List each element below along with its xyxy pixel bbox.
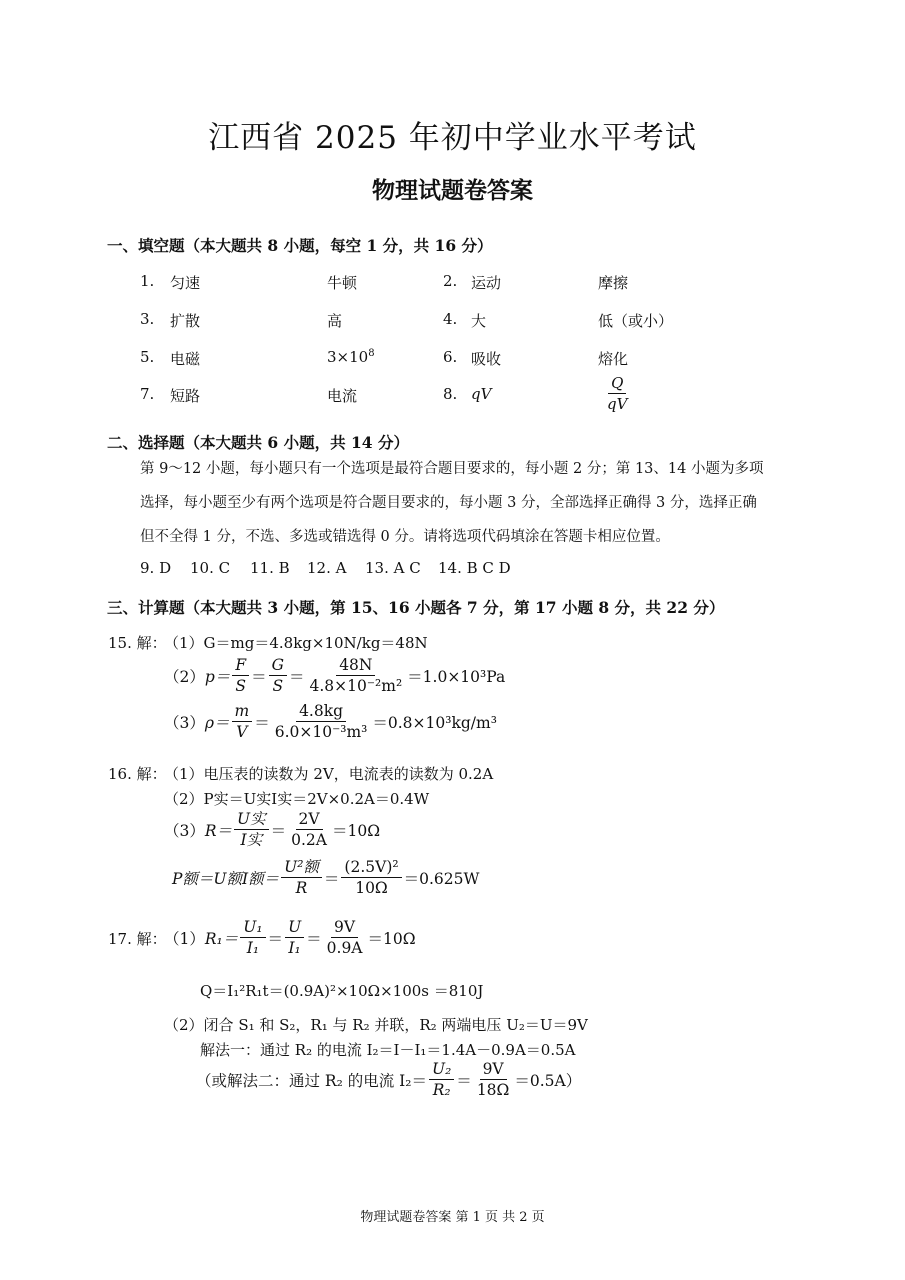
answer-13: 13. A C <box>365 559 421 577</box>
page-title: 江西省 2025 年初中学业水平考试 <box>208 120 697 156</box>
answer-9: 9. D <box>140 559 172 577</box>
section3-heading: 三、计算题（本大题共 3 小题，第 15、16 小题各 7 分，第 17 小题 8 分，共 22 分） <box>107 598 725 617</box>
q16-label: 16. 解： <box>108 765 167 783</box>
q15-part2: （2） p＝ $\frac{F}{S}$ ＝ $\frac{G}{S}$ ＝ $\frac{48N}{\text{4.8×10⁻²m²}}$ ＝1.0×10³Pa <box>164 656 506 695</box>
q3-answer-a: 扩散 <box>170 312 201 330</box>
q4-answer-a: 大 <box>471 312 487 330</box>
q16-part2: （2）P实＝U实I实＝2V×0.2A＝0.4W <box>164 790 430 808</box>
q7-number: 7. <box>140 385 155 403</box>
q16-part4: P额＝U额I额＝ $\frac{\text{U²额}}{R}$ ＝ $\frac{\text{(2.5V)²}}{10\Omega}$ ＝0.625W <box>172 858 480 897</box>
q15-label: 15. 解： <box>108 634 167 652</box>
q15-part1: （1）G＝mg＝4.8kg×10N/kg＝48N <box>164 634 428 652</box>
q3-number: 3. <box>140 310 155 328</box>
q2-number: 2. <box>443 272 458 290</box>
q17-method2: （或解法二：通过 R₂ 的电流 I₂＝ $\frac{\text{U₂}}{\text{R₂}}$ ＝ $\frac{9V}{18\Omega}$ ＝0.5A） <box>196 1060 582 1099</box>
q4-answer-b: 低（或小） <box>598 312 674 330</box>
q15-part3: （3） ρ＝ $\frac{m}{V}$ ＝ $\frac{4.8kg}{\text{6.0×10⁻³m³}}$ ＝0.8×10³kg/m³ <box>164 702 497 741</box>
q3-answer-b: 高 <box>327 312 343 330</box>
section2-instruction-line2: 选择，每小题至少有两个选项是符合题目要求的，每小题 3 分，全部选择正确得 3 分，选择正确 <box>140 495 757 511</box>
q8-answer-a: qV <box>471 385 492 403</box>
answer-11: 11. B <box>250 559 290 577</box>
section2-heading: 二、选择题（本大题共 6 小题，共 14 分） <box>107 433 409 452</box>
q2-answer-a: 运动 <box>471 274 502 292</box>
section1-heading: 一、填空题（本大题共 8 小题，每空 1 分，共 16 分） <box>107 236 493 255</box>
q2-answer-b: 摩擦 <box>598 274 629 292</box>
q17-part1-heat: Q＝I₁²R₁t＝(0.9A)²×10Ω×100s ＝810J <box>200 982 484 1000</box>
q1-answer-a: 匀速 <box>170 274 201 292</box>
q17-part2: （2）闭合 S₁ 和 S₂，R₁ 与 R₂ 并联，R₂ 两端电压 U₂＝U＝9V <box>164 1016 588 1034</box>
section2-instruction-line1: 第 9～12 小题，每小题只有一个选项是最符合题目要求的，每小题 2 分；第 13、14 小题为多项 <box>140 461 764 477</box>
q17-label: 17. 解： <box>108 930 167 948</box>
q17-part1: （1） R₁＝ $\frac{\text{U₁}}{\text{I₁}}$ ＝ $\frac{U}{\text{I₁}}$ ＝ $\frac{9V}{0.9A}$ ＝10Ω <box>164 918 416 957</box>
q7-answer-a: 短路 <box>170 387 201 405</box>
q8-number: 8. <box>443 385 458 403</box>
q5-answer-a: 电磁 <box>170 350 201 368</box>
answer-12: 12. A <box>307 559 347 577</box>
q7-answer-b: 电流 <box>327 387 358 405</box>
q6-answer-a: 吸收 <box>471 350 502 368</box>
q6-number: 6. <box>443 348 458 366</box>
page-subtitle: 物理试题卷答案 <box>372 177 533 204</box>
q16-part1: （1）电压表的读数为 2V，电流表的读数为 0.2A <box>164 765 494 783</box>
answer-10: 10. C <box>190 559 231 577</box>
q6-answer-b: 熔化 <box>598 350 629 368</box>
q16-part3: （3） R＝ $\frac{\text{U实}}{\text{I实}}$ ＝ $\frac{2V}{0.2A}$ ＝10Ω <box>164 810 381 849</box>
q5-number: 5. <box>140 348 155 366</box>
answer-14: 14. B C D <box>438 559 511 577</box>
q8-answer-b: $\frac{Q}{qV}$ <box>607 374 628 413</box>
q1-answer-b: 牛顿 <box>327 274 358 292</box>
q5-answer-b: $3\times 10^8$ <box>327 348 375 366</box>
section2-instruction-line3: 但不全得 1 分，不选、多选或错选得 0 分。请将选项代码填涂在答题卡相应位置。 <box>140 529 670 545</box>
q1-number: 1. <box>140 272 155 290</box>
q17-method1: 解法一：通过 R₂ 的电流 I₂＝I－I₁＝1.4A－0.9A＝0.5A <box>200 1041 576 1059</box>
page-footer: 物理试题卷答案 第 1 页 共 2 页 <box>360 1210 545 1225</box>
q4-number: 4. <box>443 310 458 328</box>
